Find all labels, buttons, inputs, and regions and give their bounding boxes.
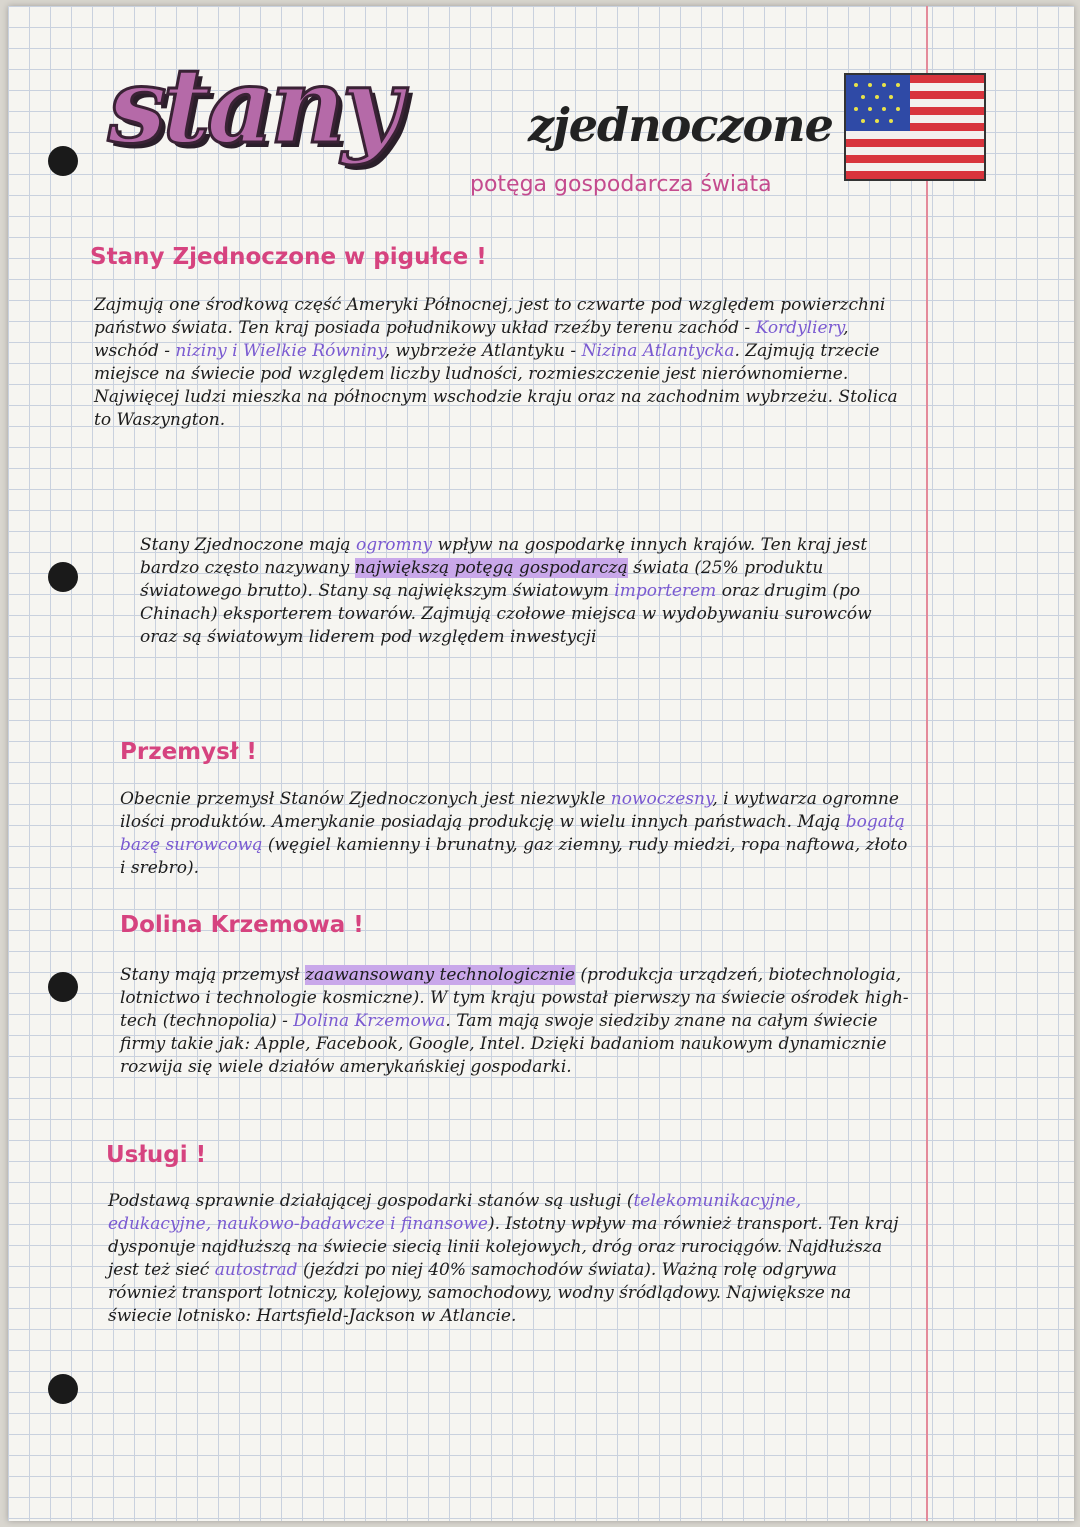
paragraph-uslugi bbox=[108, 1190, 908, 1328]
usa-flag-icon bbox=[844, 73, 986, 181]
margin-line bbox=[926, 6, 928, 1521]
term-dolina-krzemowa: Dolina Krzemowa bbox=[293, 1011, 446, 1031]
highlight-potega: największą potęgą gospodarczą bbox=[354, 558, 628, 578]
text-span: wpływ na gospodarkę innych krajów. Ten kraj jest bardzo często nazywany bbox=[140, 535, 868, 578]
text-span: , wybrzeże Atlantyku - bbox=[384, 341, 582, 361]
term-importer: importerem bbox=[614, 581, 717, 601]
text-span: Podstawą sprawnie działającej gospodarki stanów są usługi ( bbox=[108, 1191, 634, 1211]
term-baza-surowcowa: bogatą bazę surowcową bbox=[120, 812, 905, 855]
section-heading-uslugi: Usługi ! bbox=[106, 1142, 207, 1168]
term-niziny: niziny i Wielkie Równiny bbox=[175, 341, 385, 361]
punch-hole-icon bbox=[48, 146, 78, 176]
text-span: oraz drugim (po Chinach) eksporterem towarów. Zajmują czołowe miejsca w wydobywaniu surowców oraz są światowym liderem pod względem inwestycji bbox=[140, 581, 872, 647]
term-autostrad: autostrad bbox=[214, 1260, 298, 1280]
highlight-zaawansowany: zaawansowany technologicznie bbox=[305, 965, 575, 985]
term-nowoczesny: nowoczesny bbox=[610, 789, 713, 809]
text-span: ). Istotny wpływ ma również transport. Ten kraj dysponuje najdłuższą na świecie siecią linii kolejowych, dróg oraz rurociągów. Najdłuższa jest też sieć bbox=[108, 1214, 899, 1280]
page-subtitle: potęga gospodarcza świata bbox=[470, 172, 772, 197]
paragraph-pigulka-1 bbox=[94, 294, 904, 432]
term-ogromny: ogromny bbox=[355, 535, 433, 555]
page-title: stany bbox=[108, 44, 399, 167]
text-span: (jeździ po niej 40% samochodów świata). Ważną rolę odgrywa również transport lotniczy, kolejowy, samochodowy, wodny śródlądowy. Największe na świecie lotnisko: Hartsfield-Jackson w Atlancie. bbox=[108, 1260, 852, 1326]
text-span: świata (25% produktu światowego brutto). Stany są największym światowym bbox=[140, 558, 824, 601]
text-span: Zajmują one środkową część Ameryki Północnej, jest to czwarte pod względem powierzchni państwo świata. Ten kraj posiada południkowy układ rzeźby terenu zachód - bbox=[94, 295, 886, 338]
text-span: Stany mają przemysł bbox=[120, 965, 306, 985]
text-span: (węgiel kamienny i brunatny, gaz ziemny, rudy miedzi, ropa naftowa, złoto i srebro). bbox=[120, 835, 908, 878]
text-span: Obecnie przemysł Stanów Zjednoczonych jest niezwykle bbox=[120, 789, 611, 809]
punch-hole-icon bbox=[48, 1374, 78, 1404]
section-heading-pigulka: Stany Zjednoczone w pigułce ! bbox=[90, 244, 487, 270]
text-span: Stany Zjednoczone mają bbox=[140, 535, 356, 555]
text-span: , i wytwarza ogromne ilości produktów. Amerykanie posiadają produkcję w wielu innych państwach. Mają bbox=[120, 789, 899, 832]
text-span: (produkcja urządzeń, biotechnologia, lotnictwo i technologie kosmiczne). W tym kraju powstał pierwszy na świecie ośrodek high-tech (technopolia) - bbox=[120, 965, 909, 1031]
section-heading-dolina: Dolina Krzemowa ! bbox=[120, 912, 364, 938]
notebook-page bbox=[8, 6, 1074, 1521]
punch-hole-icon bbox=[48, 972, 78, 1002]
text-span: . Tam mają swoje siedziby znane na całym świecie firmy takie jak: Apple, Facebook, Google, Intel. Dzięki badaniom naukowym dynamicznie rozwija się wiele działów amerykańskiej gospodarki. bbox=[120, 1011, 887, 1077]
section-heading-przemysl: Przemysł ! bbox=[120, 739, 257, 765]
page-title-second: zjednoczone bbox=[528, 98, 833, 152]
text-span: , wschód - bbox=[94, 318, 849, 361]
paragraph-przemysl bbox=[120, 788, 910, 880]
paragraph-pigulka-2 bbox=[140, 534, 910, 649]
term-nizina-atlantycka: Nizina Atlantycka bbox=[581, 341, 735, 361]
term-rodzaje-uslug: telekomunikacyjne, edukacyjne, naukowo-badawcze i finansowe bbox=[108, 1191, 802, 1234]
punch-hole-icon bbox=[48, 562, 78, 592]
term-kordyliery: Kordyliery bbox=[755, 318, 844, 338]
paragraph-dolina bbox=[120, 964, 910, 1079]
text-span: . Zajmują trzecie miejsce na świecie pod względem liczby ludności, rozmieszczenie jest nierównomierne. Najwięcej ludzi mieszka na północnym wschodzie kraju oraz na zachodnim wybrzeżu. Stolica to Waszyngton. bbox=[94, 341, 898, 430]
